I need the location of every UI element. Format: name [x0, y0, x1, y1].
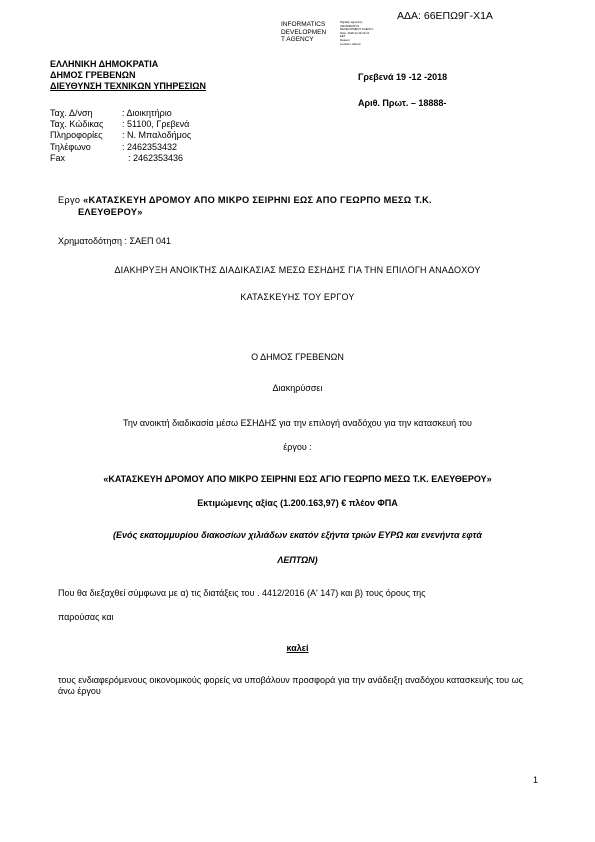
ada-code: ΑΔΑ: 66ΕΠΩ9Γ-Χ1Α [397, 10, 493, 22]
contact-value: : 51100, Γρεβενά [122, 119, 190, 129]
funding-source: Χρηματοδότηση : ΣΑΕΠ 041 [58, 236, 172, 246]
notice-title: ΔΙΑΚΗΡΥΞΗ ΑΝΟΙΚΤΗΣ ΔΙΑΔΙΚΑΣΙΑΣ ΜΕΣΩ ΕΣΗΔΗΣ ΓΙΑ ΤΗΝ ΕΠΙΛΟΓΗ ΑΝΑΔΟΧΟΥ [114, 265, 481, 275]
stamp-detail: DEVELOPMENT AGENCY [340, 27, 374, 32]
municipality-heading: Ο ΔΗΜΟΣ ΓΡΕΒΕΝΩΝ [251, 352, 344, 362]
value-in-words: (Ενός εκατομμυρίου διακοσίων χιλιάδων εκατόν εξήντα τριών ΕΥΡΩ και ενενήντα εφτά [113, 530, 482, 540]
project-title-line [58, 194, 548, 206]
stamp-line: INFORMATICS [281, 21, 326, 28]
announce-verb: Διακηρύσσει [272, 383, 323, 393]
contact-info [50, 130, 191, 141]
body-text-cont: παρούσας και [58, 612, 114, 622]
signature-stamp-name [281, 21, 326, 44]
stamp-line: DEVELOPMEN [281, 28, 327, 36]
invitation-text: τους ενδιαφερόμενους οικονομικούς φορείς να υποβάλουν προσφορά για την ανάδειξη αναδόχου κατασκευής του ως άνω έργου [58, 675, 523, 696]
project-prefix: Εργο [58, 195, 84, 205]
estimated-value: Εκτιμώμενης αξίας (1.200.163,97) € πλέον ΦΠΑ [197, 498, 398, 508]
contact-label: Τηλέφωνο [50, 142, 91, 152]
invitation-heading: καλεί [286, 643, 309, 653]
contact-value: : 2462353436 [128, 153, 184, 163]
protocol-number: Αριθ. Πρωτ. – 18888- [358, 98, 447, 108]
stamp-detail: Reason: [340, 37, 351, 42]
contact-label: Fax [50, 153, 66, 163]
contact-label: Ταχ. Κώδικας [50, 119, 104, 129]
contact-postcode [50, 119, 189, 130]
stamp-detail: Digitally signed by [340, 20, 363, 24]
project-title-line [58, 206, 548, 218]
project-title [58, 194, 548, 218]
contact-value: : 2462353432 [122, 142, 178, 152]
announce-line-cont: έργου : [283, 442, 312, 452]
signature-stamp-details [340, 21, 374, 46]
notice-title-cont: ΚΑΤΑΣΚΕΥΗΣ ΤΟΥ ΕΡΓΟΥ [240, 292, 355, 302]
stamp-line: T AGENCY [281, 36, 314, 43]
contact-address [50, 108, 172, 119]
contact-label: Ταχ. Δ/νση [50, 108, 93, 118]
value-in-words-cont: ΛΕΠΤΩΝ) [277, 555, 318, 565]
stamp-detail: Location: Athens [340, 41, 361, 46]
body-text: Που θα διεξαχθεί σύμφωνα με α) τις διατάξεις του . 4412/2016 (Α' 147) και β) τους όρους της [58, 588, 426, 598]
announce-line: Την ανοικτή διαδικασία μέσω ΕΣΗΔΗΣ για την επιλογή αναδόχου για την κατασκευή του [123, 418, 472, 428]
contact-value: : Ν. Μπαλοδήμος [122, 130, 192, 140]
contact-phone [50, 142, 177, 153]
header-country: ΕΛΛΗΝΙΚΗ ΔΗΜΟΚΡΑΤΙΑ [50, 59, 159, 69]
project-name: «ΚΑΤΑΣΚΕΥΗ ΔΡΟΜΟΥ ΑΠΟ ΜΙΚΡΟ ΣΕΙΡΗΝΙ ΕΩΣ ΑΠΟ ΓΕΩΡΠΟ ΜΕΣΩ Τ.Κ. [83, 195, 432, 205]
project-name-cont: ΕΛΕΥΘΕΡΟΥ» [78, 207, 143, 217]
contact-fax [50, 153, 183, 164]
contact-label: Πληροφορίες [50, 130, 103, 140]
header-department: ΔΙΕΥΘΥΝΣΗ ΤΕΧΝΙΚΩΝ ΥΠΗΡΕΣΙΩΝ [50, 81, 206, 91]
project-name-full: «ΚΑΤΑΣΚΕΥΗ ΔΡΟΜΟΥ ΑΠΟ ΜΙΚΡΟ ΣΕΙΡΗΝΙ ΕΩΣ ΑΓΙΟ ΓΕΩΡΠΟ ΜΕΣΩ Τ.Κ. ΕΛΕΥΘΕΡΟΥ» [103, 474, 492, 484]
stamp-detail: EET [340, 34, 346, 39]
header-municipality: ΔΗΜΟΣ ΓΡΕΒΕΝΩΝ [50, 70, 136, 80]
document-date: Γρεβενά 19 -12 -2018 [358, 72, 448, 82]
page-number: 1 [533, 775, 539, 785]
stamp-detail: INFORMATICS [340, 23, 360, 28]
contact-value: : Διοικητήριο [122, 108, 172, 118]
stamp-detail: Date: 2018.12.19 12:21 [340, 30, 370, 35]
